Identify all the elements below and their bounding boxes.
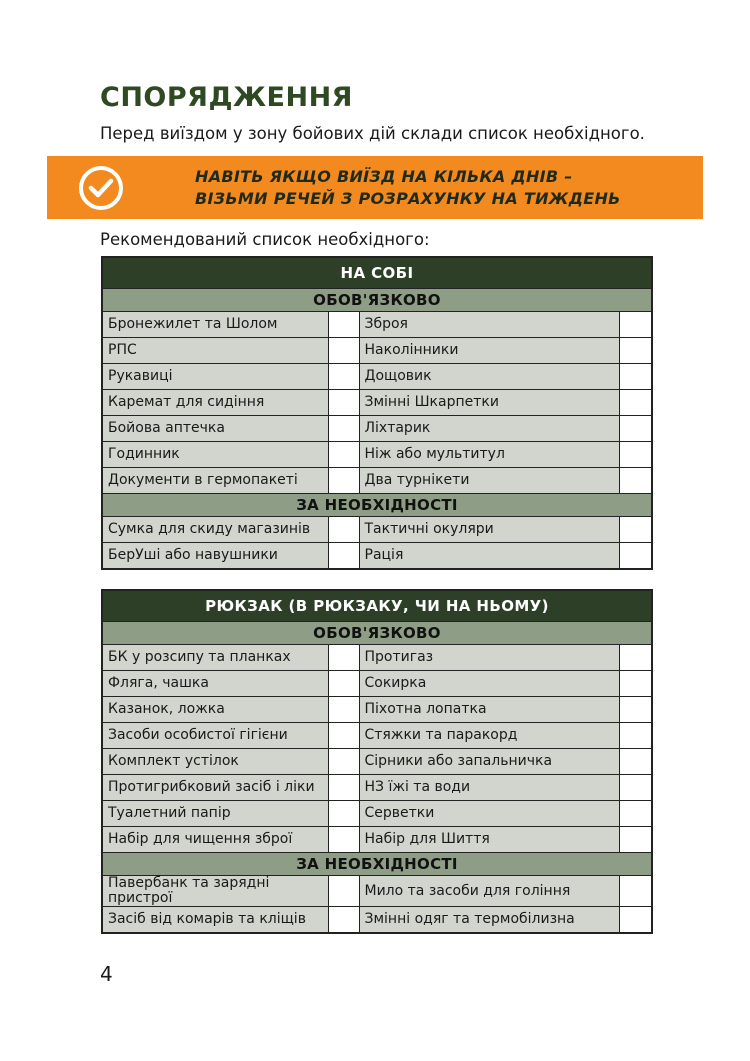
list-item: РПС xyxy=(102,338,328,364)
table-row xyxy=(102,645,652,671)
list-item: Рація xyxy=(359,543,619,570)
checkbox[interactable] xyxy=(328,827,359,853)
checkbox[interactable] xyxy=(328,364,359,390)
list-item: Фляга, чашка xyxy=(102,671,328,697)
checklist-table-backpack xyxy=(101,589,653,934)
list-item: Сірники або запальничка xyxy=(359,749,619,775)
checkbox[interactable] xyxy=(328,543,359,570)
list-item: Змінні Шкарпетки xyxy=(359,390,619,416)
subsection-mandatory: ОБОВ'ЯЗКОВО xyxy=(102,622,652,645)
checkbox[interactable] xyxy=(328,671,359,697)
subsection-optional: ЗА НЕОБХІДНОСТІ xyxy=(102,853,652,876)
checkbox[interactable] xyxy=(328,338,359,364)
list-item: Казанок, ложка xyxy=(102,697,328,723)
checkbox[interactable] xyxy=(619,671,652,697)
list-item: Дощовик xyxy=(359,364,619,390)
intro-text: Перед виїздом у зону бойових дій склади список необхідного. xyxy=(100,124,645,143)
checkbox[interactable] xyxy=(619,827,652,853)
checkbox[interactable] xyxy=(328,697,359,723)
table-row xyxy=(102,827,652,853)
list-item: Протигаз xyxy=(359,645,619,671)
table-row xyxy=(102,876,652,907)
checkbox[interactable] xyxy=(619,801,652,827)
list-item: Туалетний папір xyxy=(102,801,328,827)
checkbox[interactable] xyxy=(619,876,652,907)
checkbox[interactable] xyxy=(619,364,652,390)
list-item: БерУші або навушники xyxy=(102,543,328,570)
list-item: Комплект устілок xyxy=(102,749,328,775)
table-row xyxy=(102,801,652,827)
list-item: Зброя xyxy=(359,312,619,338)
checkbox[interactable] xyxy=(328,775,359,801)
checkbox[interactable] xyxy=(328,390,359,416)
check-circle-icon xyxy=(77,164,125,212)
list-item: Рукавиці xyxy=(102,364,328,390)
checkbox[interactable] xyxy=(328,468,359,494)
banner-line-1: НАВІТЬ ЯКЩО ВИЇЗД НА КІЛЬКА ДНІВ – xyxy=(195,167,573,186)
checkbox[interactable] xyxy=(328,723,359,749)
checkbox[interactable] xyxy=(328,645,359,671)
section-heading: НА СОБІ xyxy=(102,257,652,289)
section-heading: РЮКЗАК (В РЮКЗАКУ, ЧИ НА НЬОМУ) xyxy=(102,590,652,622)
list-item: Серветки xyxy=(359,801,619,827)
subsection-mandatory: ОБОВ'ЯЗКОВО xyxy=(102,289,652,312)
list-item: Документи в гермопакеті xyxy=(102,468,328,494)
list-item: Набір для Шиття xyxy=(359,827,619,853)
recommended-label: Рекомендований список необхідного: xyxy=(100,230,430,249)
checkbox[interactable] xyxy=(328,801,359,827)
list-item: Каремат для сидіння xyxy=(102,390,328,416)
list-item: Піхотна лопатка xyxy=(359,697,619,723)
checkbox[interactable] xyxy=(328,907,359,934)
checkbox[interactable] xyxy=(619,468,652,494)
list-item: Ліхтарик xyxy=(359,416,619,442)
list-item: Протигрибковий засіб і ліки xyxy=(102,775,328,801)
table-row xyxy=(102,312,652,338)
table-row xyxy=(102,364,652,390)
list-item: Бронежилет та Шолом xyxy=(102,312,328,338)
list-item: Мило та засоби для гоління xyxy=(359,876,619,907)
table-row xyxy=(102,517,652,543)
list-item: Годинник xyxy=(102,442,328,468)
checkbox[interactable] xyxy=(619,775,652,801)
page-number: 4 xyxy=(100,962,113,986)
list-item: Засіб від комарів та кліщів xyxy=(102,907,328,934)
list-item: Сумка для скиду магазинів xyxy=(102,517,328,543)
list-item: Два турнікети xyxy=(359,468,619,494)
checkbox[interactable] xyxy=(619,442,652,468)
list-item: Змінні одяг та термобілизна xyxy=(359,907,619,934)
list-item: Тактичні окуляри xyxy=(359,517,619,543)
checkbox[interactable] xyxy=(328,749,359,775)
table-row xyxy=(102,338,652,364)
table-row xyxy=(102,390,652,416)
table-row xyxy=(102,775,652,801)
list-item: Бойова аптечка xyxy=(102,416,328,442)
checkbox[interactable] xyxy=(619,517,652,543)
checkbox[interactable] xyxy=(619,645,652,671)
checkbox[interactable] xyxy=(619,907,652,934)
list-item: Засоби особистої гігієни xyxy=(102,723,328,749)
checkbox[interactable] xyxy=(619,312,652,338)
checkbox[interactable] xyxy=(328,517,359,543)
table-row xyxy=(102,749,652,775)
table-row xyxy=(102,416,652,442)
banner-line-2: ВІЗЬМИ РЕЧЕЙ З РОЗРАХУНКУ НА ТИЖДЕНЬ xyxy=(195,189,621,208)
table-row xyxy=(102,543,652,570)
warning-banner xyxy=(47,156,703,219)
table-row xyxy=(102,907,652,934)
checkbox[interactable] xyxy=(619,338,652,364)
checkbox[interactable] xyxy=(619,749,652,775)
checkbox[interactable] xyxy=(619,723,652,749)
table-row xyxy=(102,671,652,697)
table-row xyxy=(102,723,652,749)
list-item: Сокирка xyxy=(359,671,619,697)
subsection-optional: ЗА НЕОБХІДНОСТІ xyxy=(102,494,652,517)
list-item: Стяжки та паракорд xyxy=(359,723,619,749)
list-item: НЗ їжі та води xyxy=(359,775,619,801)
list-item: Ніж або мультитул xyxy=(359,442,619,468)
checkbox[interactable] xyxy=(328,312,359,338)
list-item: Наколінники xyxy=(359,338,619,364)
checklist-table-on-self xyxy=(101,256,653,570)
checkbox[interactable] xyxy=(619,543,652,570)
checkbox[interactable] xyxy=(328,416,359,442)
list-item: Набір для чищення зброї xyxy=(102,827,328,853)
table-row xyxy=(102,468,652,494)
list-item: Павербанк та зарядні пристрої xyxy=(102,876,328,907)
list-item: БК у розсипу та планках xyxy=(102,645,328,671)
checkbox[interactable] xyxy=(619,697,652,723)
table-row xyxy=(102,442,652,468)
checkbox[interactable] xyxy=(328,876,359,907)
table-row xyxy=(102,697,652,723)
checkbox[interactable] xyxy=(328,442,359,468)
page-title: СПОРЯДЖЕННЯ xyxy=(100,82,353,113)
checkbox[interactable] xyxy=(619,416,652,442)
checkbox[interactable] xyxy=(619,390,652,416)
